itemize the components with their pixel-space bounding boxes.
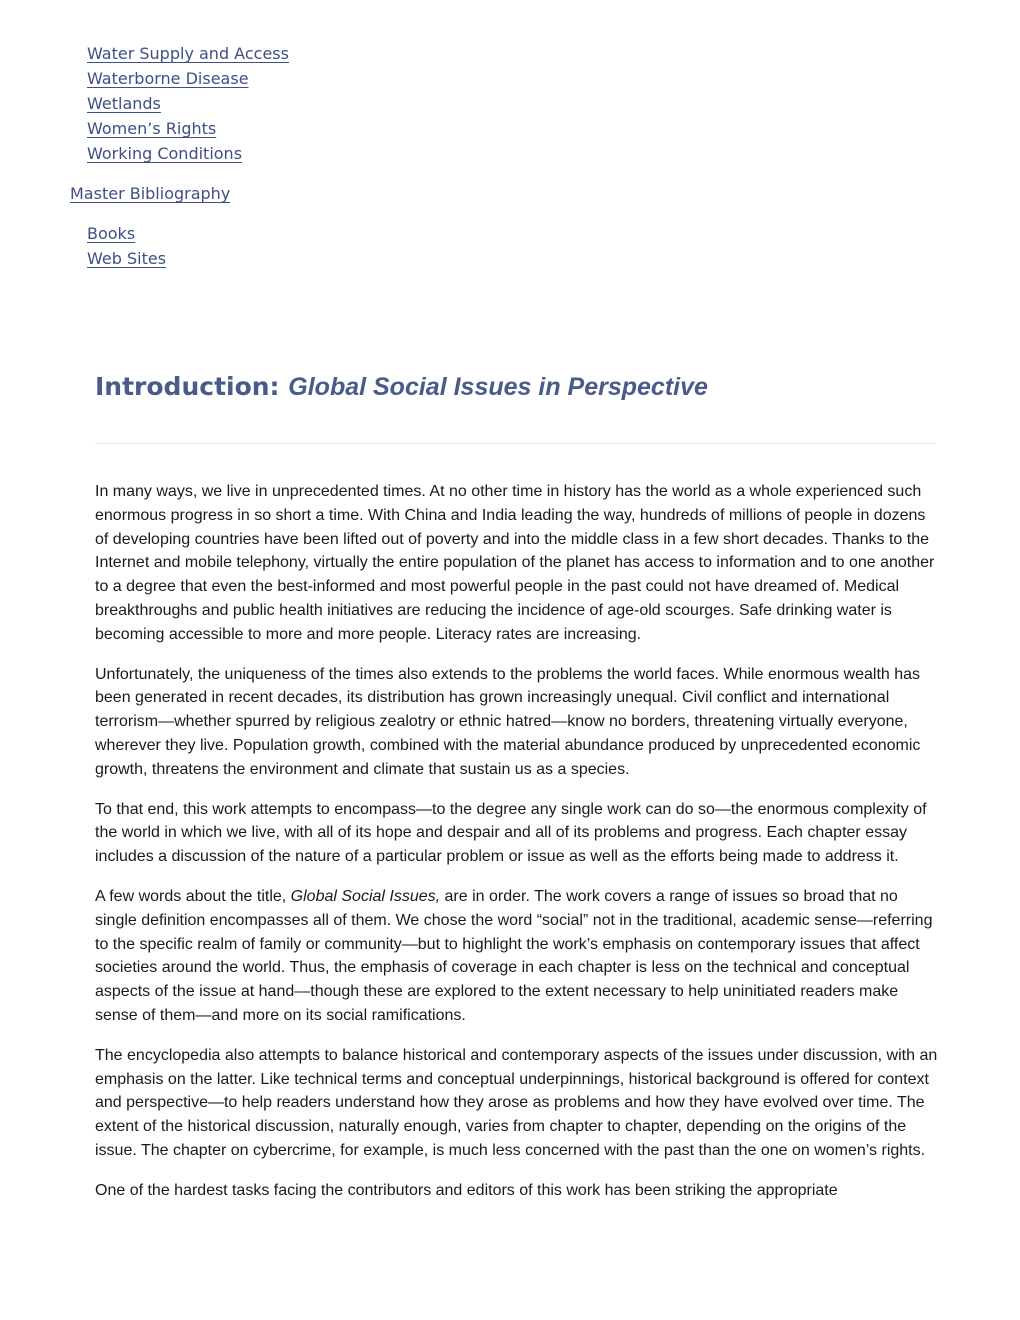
introduction-body [95, 480, 939, 1219]
paragraph-4 [95, 885, 939, 1028]
toc-link-womens-rights[interactable]: Women’s Rights [87, 119, 217, 138]
toc-link-master-bibliography[interactable]: Master Bibliography [70, 184, 231, 203]
toc-link-wetlands[interactable]: Wetlands [87, 94, 161, 113]
paragraph-6: One of the hardest tasks facing the contributors and editors of this work has been striking the appropriate [95, 1181, 838, 1199]
toc-link-books[interactable]: Books [87, 224, 136, 243]
toc-link-waterborne-disease[interactable]: Waterborne Disease [87, 69, 249, 88]
introduction-label: Introduction: [95, 372, 280, 401]
paragraph-5: The encyclopedia also attempts to balance historical and contemporary aspects of the issues under discussion, with an emphasis on the latter. Like technical terms and conceptual underpinnings, historical background is offered for context and perspective—to help readers understand how they arose as problems and how they have evolved over time. The extent of the historical discussion, naturally enough, varies from chapter to chapter, depending on the origins of the issue. The chapter on cybercrime, for example, is much less concerned with the past than the one on women’s rights. [95, 1046, 938, 1159]
introduction-subtitle: Global Social Issues in Perspective [288, 373, 708, 401]
work-title: Global Social Issues, [290, 887, 441, 905]
toc-link-web-sites[interactable]: Web Sites [87, 249, 167, 268]
paragraph-4-rest: are in order. The work covers a range of issues so broad that no single definition encompasses all of them. We chose the word “social” not in the traditional, academic sense—referring to the specific realm of family or community—but to highlight the work’s emphasis on contemporary issues that affect societies around the world. Thus, the emphasis of coverage in each chapter is less on the technical and conceptual aspects of the issue at hand—though these are explored to the extent necessary to help uninitiated readers make sense of them—and more on its social ramifications. [95, 887, 933, 1024]
paragraph-4-lead: A few words about the title, [95, 887, 291, 905]
introduction-heading [95, 370, 708, 404]
paragraph-1: In many ways, we live in unprecedented times. At no other time in history has the world as a whole experienced such enormous progress in so short a time. With China and India leading the way, hundreds of millions of people in dozens of developing countries have been lifted out of poverty and into the middle class in a few short decades. Thanks to the Internet and mobile telephony, virtually the entire population of the planet has access to information and to one another to a degree that even the best-informed and most powerful people in the past could not have dreamed of. Medical breakthroughs and public health initiatives are reducing the incidence of age-old scourges. Safe drinking water is becoming accessible to more and more people. Literacy rates are increasing. [95, 483, 935, 643]
toc-link-working-conditions[interactable]: Working Conditions [87, 144, 243, 163]
toc-link-water-supply-and-access[interactable]: Water Supply and Access [87, 44, 289, 63]
paragraph-3: To that end, this work attempts to encompass—to the degree any single work can do so—the enormous complexity of the world in which we live, with all of its hope and despair and all of its problems and progress. Each chapter essay includes a discussion of the nature of a particular problem or issue as well as the efforts being made to address it. [95, 800, 927, 866]
heading-divider [95, 443, 936, 444]
paragraph-2: Unfortunately, the uniqueness of the times also extends to the problems the world faces. While enormous wealth has been generated in recent decades, its distribution has grown increasingly unequal. Civil conflict and international terrorism—whether spurred by religious zealotry or ethnic hatred—know no borders, threatening virtually everyone, wherever they live. Population growth, combined with the material abundance produced by unprecedented economic growth, threatens the environment and climate that sustain us as a species. [95, 665, 921, 778]
